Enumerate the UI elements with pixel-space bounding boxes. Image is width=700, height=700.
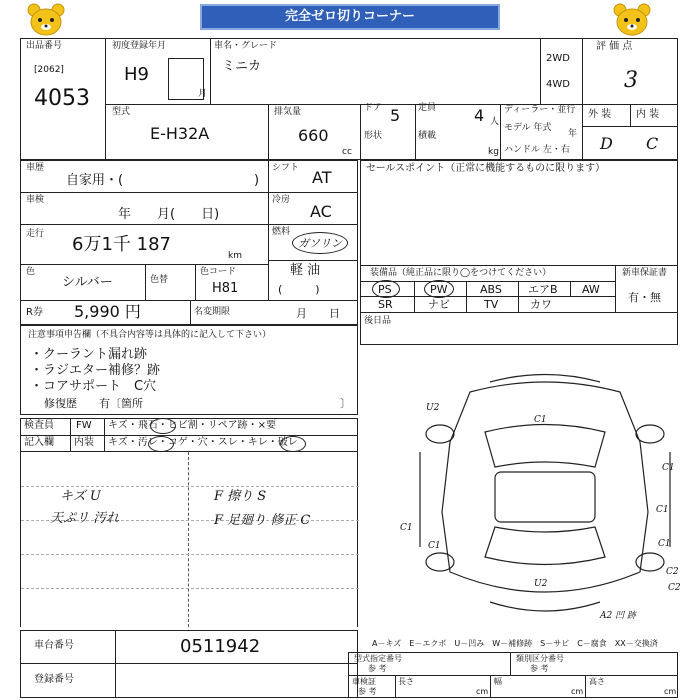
history-value: 自家用・( — [66, 173, 124, 188]
seats-label: 定員 — [418, 103, 437, 113]
fuel-label: 燃料 — [272, 227, 291, 237]
diagram-note: A2 凹 跡 — [600, 611, 636, 621]
hand-note-right-1: F 擦り S — [214, 489, 267, 504]
inspector-circle-3 — [280, 436, 306, 452]
inspector-fw: FW — [76, 420, 92, 431]
equip-ps-circle — [372, 280, 400, 298]
new-warranty-value: 有・無 — [628, 291, 661, 304]
inspector-items: キズ・飛石・ヒビ割・リペア跡・×要 — [108, 420, 276, 431]
score-label: 評 価 点 — [596, 41, 633, 52]
ac-label: 冷房 — [272, 195, 291, 205]
chassis-label: 車台番号 — [34, 640, 74, 651]
class-number: 類別区分番号 — [516, 654, 564, 663]
recycle-label: R券 — [26, 307, 43, 318]
equip-pw: PW — [430, 283, 448, 296]
color-code-label: 色コード — [200, 267, 237, 277]
equip-leather: カワ — [530, 298, 552, 311]
load-unit: kg — [488, 147, 499, 157]
damage-legend: A－キズ E－エクボ U－凹み W－補修跡 S－サビ C－腐食 XX－交換済 — [372, 639, 658, 648]
tax-value: 月 日 — [296, 307, 340, 320]
mark-c1-right3: C1 — [658, 539, 671, 549]
interior-label: 内 装 — [636, 109, 660, 120]
car-diagram — [400, 362, 690, 632]
entry-in: 内装 — [74, 437, 94, 448]
size-hei-unit: cm — [664, 687, 677, 696]
mark-u2-top: U2 — [426, 403, 440, 413]
mascot-right-icon — [610, 2, 654, 38]
dealer-label: ディーラー・並行 — [504, 105, 576, 115]
size-wid-unit: cm — [571, 687, 584, 696]
inspector-circle-1 — [150, 418, 176, 434]
mark-c1-right1: C1 — [662, 463, 675, 473]
equip-sr: SR — [378, 298, 393, 311]
recycle-value: 5,990 円 — [74, 302, 141, 321]
lot-number: 4053 — [34, 86, 90, 111]
carname-value: ミニカ — [222, 59, 262, 74]
new-warranty-label: 新車保証書 — [622, 268, 668, 278]
score-value: 3 — [624, 68, 638, 93]
hand-note-left-2: 天ぷリ 汚れ — [50, 511, 120, 526]
note-2: ・ラジエター補修？跡 — [30, 363, 161, 378]
displacement-unit: cc — [342, 147, 352, 157]
doors-label: ドア — [364, 103, 382, 113]
entry-label: 記入欄 — [24, 437, 54, 448]
displacement-label: 排気量 — [274, 107, 302, 117]
displacement-value: 660 — [298, 126, 329, 145]
size-hei: 高さ — [589, 677, 605, 686]
handle-label: ハンドル 左・右 — [504, 145, 570, 155]
tax-label: 名変期限 — [194, 307, 231, 317]
equipment-label: 装備品（純正品に限り◯をつけてください） — [370, 268, 552, 278]
vehicle-info-panel — [20, 38, 678, 160]
hand-note-left-1: キズ U — [60, 489, 101, 504]
mark-c1-top: C1 — [534, 415, 547, 425]
fuel-paren: ( ) — [278, 283, 320, 296]
interior-value: C — [646, 134, 659, 153]
seats-value: 4 — [474, 106, 485, 125]
inspector-circle-2 — [148, 436, 174, 452]
drive-2wd: 2WD — [546, 53, 570, 64]
size-wid: 幅 — [494, 677, 502, 686]
carname-label: 車名・グレード — [214, 41, 278, 51]
mark-c1-left2: C1 — [428, 541, 441, 551]
color-change-label: 色替 — [150, 275, 169, 285]
equip-abs: ABS — [480, 283, 502, 296]
note-1: ・クーラント漏れ跡 — [30, 347, 148, 362]
load-label: 積載 — [418, 131, 437, 141]
model-year-unit: 年 — [568, 129, 578, 139]
history-label: 車歴 — [26, 163, 45, 173]
after-label: 後日品 — [364, 316, 392, 326]
size-len: 長さ — [398, 677, 414, 686]
equip-tv: TV — [484, 298, 499, 311]
banner-title: 完全ゼロ切りコーナー — [200, 4, 500, 30]
color-value: シルバー — [62, 275, 113, 290]
lot-label: 出品番号 — [26, 41, 63, 51]
chassis-value: 0511942 — [180, 636, 261, 657]
inspection-label: 車検 — [26, 195, 45, 205]
size-label: 車検証 — [352, 677, 376, 686]
ac-value: AC — [310, 202, 332, 221]
model-year-label: モデル 年式 — [504, 123, 552, 133]
size-len-unit: cm — [476, 687, 489, 696]
equip-aw: AW — [582, 283, 600, 296]
reg-label: 登録番号 — [34, 674, 74, 685]
fuel-value: ガソリン — [298, 237, 342, 250]
history-close: ) — [254, 173, 260, 188]
seats-unit: 人 — [490, 117, 500, 127]
notes-label: 注意事項申告欄（不具合内容等は具体的に記入して下さい） — [28, 330, 272, 340]
model-value: E-H32A — [150, 124, 210, 143]
mascot-left-icon — [24, 2, 68, 38]
equip-ps: PS — [378, 283, 392, 296]
lot-sub: [2062] — [34, 65, 64, 75]
inspector-label: 検査員 — [24, 420, 54, 431]
size-ref: 参 考 — [358, 687, 377, 696]
equip-airbag: エアB — [528, 283, 558, 296]
shape-label: 形状 — [364, 131, 383, 141]
mileage-label: 走行 — [26, 229, 45, 239]
repair-label: 修復歴 有〔箇所 — [44, 397, 143, 410]
first-reg-label: 初度登録年月 — [112, 41, 167, 51]
first-reg-month: 月 — [198, 89, 208, 99]
fuel-circle — [292, 232, 348, 254]
handwritten-notes-area — [20, 452, 358, 627]
entry-items: キズ・汚レ・コゲ・穴・スレ・キレ・破レ — [108, 437, 298, 448]
type-designation: 型式指定番号 — [354, 654, 402, 663]
mark-u2-bottom: U2 — [534, 579, 548, 589]
first-reg-value: H9 — [124, 64, 149, 85]
inspection-value: 年 月( 日) — [118, 207, 220, 222]
mileage-value: 6万1千 187 — [72, 234, 171, 255]
sales-points-panel — [360, 160, 678, 345]
type-ref: 参 考 — [368, 664, 387, 673]
mark-c1-right2: C1 — [656, 505, 669, 515]
hand-note-right-2: F 足廻り 修正 C — [214, 513, 311, 528]
repair-close: 〕 — [340, 397, 351, 410]
shift-value: AT — [312, 168, 332, 187]
doors-value: 5 — [390, 106, 401, 125]
mark-c2-right2: C2 — [668, 583, 681, 593]
drive-4wd: 4WD — [546, 79, 570, 90]
note-3: ・コアサポート C穴 — [30, 379, 157, 394]
equip-pw-circle — [424, 280, 454, 298]
equip-navi: ナビ — [428, 298, 450, 311]
shift-label: シフト — [272, 163, 300, 173]
mark-c1-left: C1 — [400, 523, 413, 533]
exterior-label: 外 装 — [588, 109, 612, 120]
class-ref: 参 考 — [530, 664, 549, 673]
exterior-value: D — [600, 134, 613, 153]
model-label: 型式 — [112, 107, 131, 117]
color-label: 色 — [26, 267, 36, 277]
sales-label: セールスポイント（正常に機能するものに限ります） — [366, 163, 606, 174]
mark-c2-right: C2 — [666, 567, 679, 577]
color-code-value: H81 — [212, 281, 239, 296]
fuel-alt: 軽 油 — [290, 263, 321, 278]
mileage-unit: km — [228, 251, 242, 261]
